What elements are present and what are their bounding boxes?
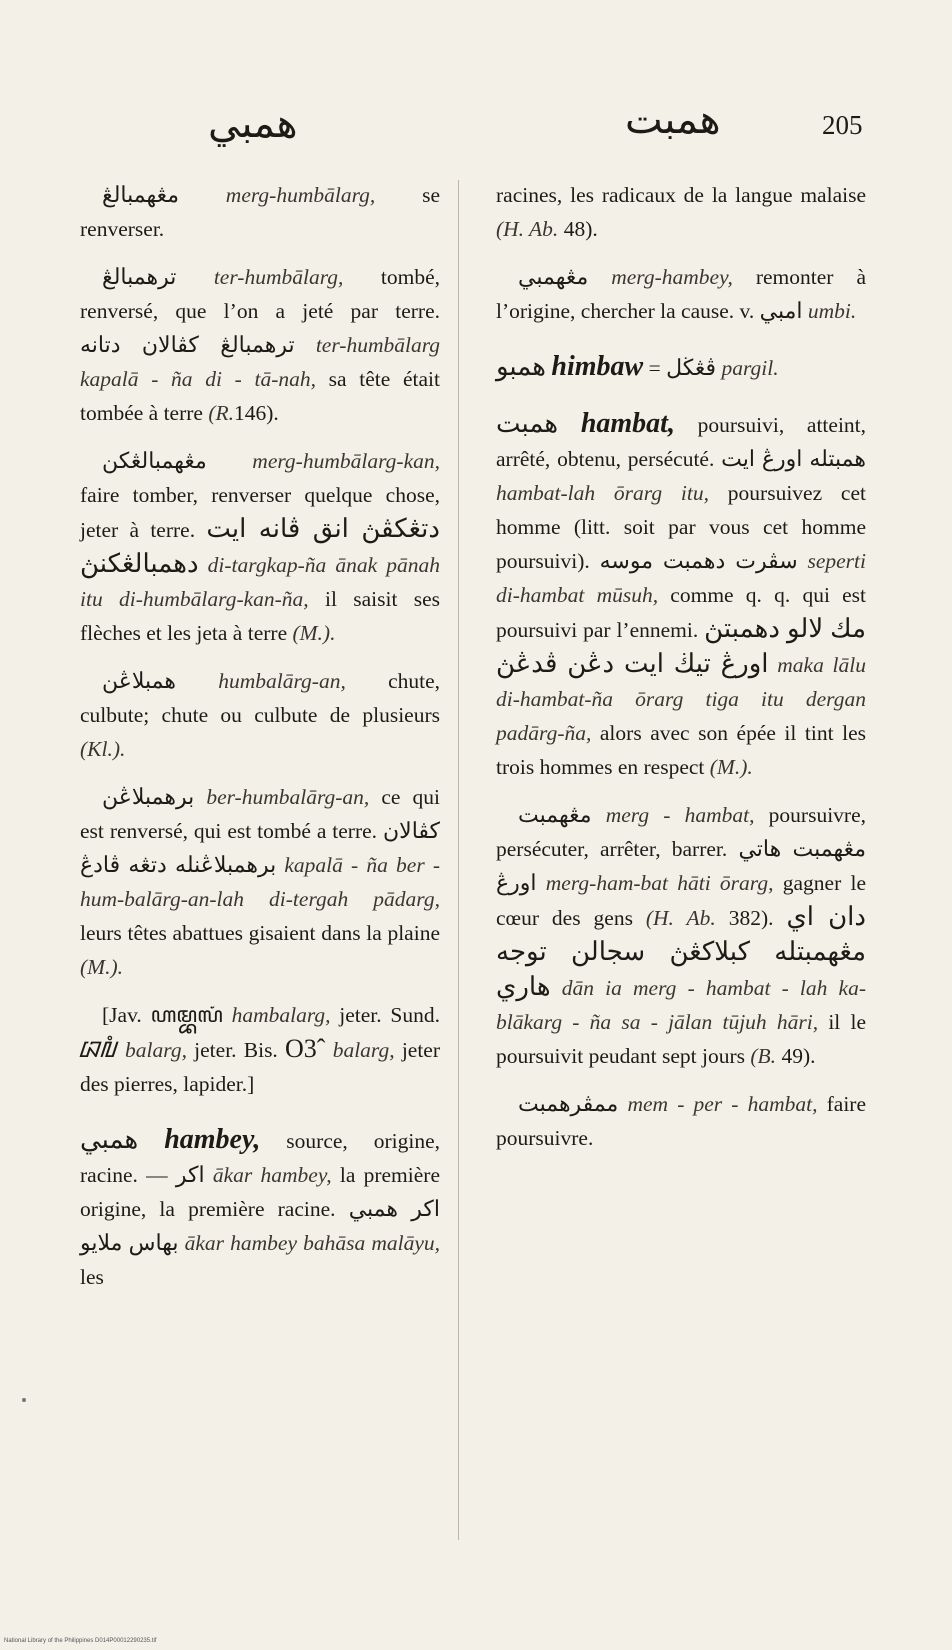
entry-mem-per-hambat: ممڤرهمبت mem - per - hambat, faire poursuivre. [496,1091,866,1150]
etymology-note: [Jav. ꦲꦩ꧀ꦧꦭꦁ hambalarg, jeter. Sund. ᮘᮜᮀ balarg, jeter. Bis. O3ˆ balarg, jeter des pierres, lapider.] [80,1003,441,1096]
header-left-word: همبي [208,101,298,146]
entry-hambey: همبي hambey, source, origine, racine. — اكر ākar hambey, la première origine, la première racine. اكر همبي بهاس ملايو ākar hambey bahāsa malāyu, les [80,1124,441,1289]
entry-humbalarg-an: همبلاڠن humbalārg-an, chute, culbute; chute ou culbute de plusieurs (Kl.). [80,668,441,761]
page-speck [22,1398,26,1402]
left-column [80,178,440,1308]
entry-himbaw: همبو himbaw = ڤڠڬل pargil. [496,351,779,382]
entry-ter-humbalarg: ترهمبالڠ ter-humbālarg, tombé, renversé, que l’on a jeté par terre. ترهمبالڠ كڤالان دتانه ter-humbālarg kapalā - ña di - tā-nah, sa tête était tombée à terre (R.146). [80,264,441,425]
entry-ber-humbalarg-an: برهمبلاڠن ber-humbalārg-an, ce qui est renversé, qui est tombé a terre. كڤالان برهمبلاڠنله دتڠه ڤادڠ kapalā - ña ber - hum-balārg-an-lah di-tergah pādarg, leurs têtes abattues gisaient dans la plaine (M.). [80,784,441,979]
page-number: 205 [822,110,863,140]
scan-footer: National Library of the Philippines D014P00012290235.tif [4,1638,157,1644]
entry-merg-hambey: مڠهمبي merg-hambey, remonter à l’origine, chercher la cause. v. امبي umbi. [496,264,866,323]
entry-hambey-continued: racines, les radicaux de la langue malaise (H. Ab. 48). [496,183,866,241]
header-right-word: همبت [625,97,721,142]
column-divider [458,180,459,1540]
entry-merg-humbalarg-kan: مڠهمبالڠكن merg-humbālarg-kan, faire tomber, renverser quelque chose, jeter à terre. دتڠكڤڽ انق ڤانه ايت دهمبالڠكنڽ di-targkap-ña ānak pānah itu di-humbālarg-kan-ña, il saisit ses flèches et les jeta à terre (M.). [80,448,441,645]
entry-merg-humbalarg: مڠهمبالڠ merg-humbālarg, se renverser. [80,182,440,241]
entry-hambat: همبت hambat, poursuivi, atteint, arrêté, obtenu, persécuté. همبتله اورڠ ايت hambat-lah ōrarg itu, poursuivez cet homme (litt. soit par vous cet homme poursuivi). سڤرت دهمبت موسه seperti di-hambat mūsuh, comme q. q. qui est poursuivi par l’ennemi. مك لالو دهمبتڽ اورڠ تيڬ ايت دڠن ڤدڠڽ maka lālu di-hambat-ña ōrarg tiga itu dergan padārg-ña, alors avec son épée il tint les trois hommes en respect (M.). [496,408,867,779]
entry-merg-hambat: مڠهمبت merg - hambat, poursuivre, persécuter, arrêter, barrer. مڠهمبت هاتي اورڠ merg-ham-bat hāti ōrarg, gagner le cœur des gens (H. Ab. 382). دان اي مڠهمبتله كبلاكڠڽ سجالن توجه هاري dān ia merg - hambat - lah ka-blākarg - ña sa - jālan tūjuh hāri, il le poursuivit peudant sept jours (B. 49). [496,802,867,1068]
right-column [496,178,866,1169]
